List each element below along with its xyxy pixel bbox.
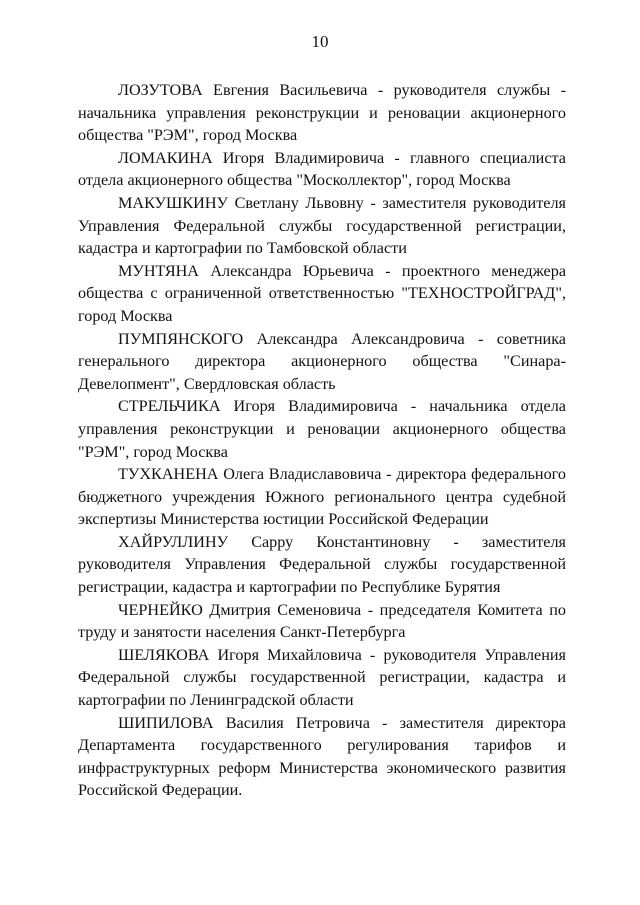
list-item: ШЕЛЯКОВА Игоря Михайловича - руководителя Управления Федеральной службы государственной регистрации, кадастра и картографии по Ленинградской области — [78, 645, 566, 710]
list-item: ЧЕРНЕЙКО Дмитрия Семеновича - председателя Комитета по труду и занятости населения Санкт-Петербурга — [78, 600, 566, 642]
list-item: МУНТЯНА Александра Юрьевича - проектного менеджера общества с ограниченной ответственностью "ТЕХНОСТРОЙГРАД", город Москва — [78, 261, 566, 325]
document-body — [78, 79, 566, 802]
page-number: 10 — [311, 32, 329, 51]
list-item: ПУМПЯНСКОГО Александра Александровича - советника генерального директора акционерного общества "Синара-Девелопмент", Свердловская область — [78, 329, 566, 393]
list-item: МАКУШКИНУ Светлану Львовну - заместителя руководителя Управления Федеральной службы государственной регистрации, кадастра и картографии по Тамбовской области — [78, 193, 566, 258]
list-item: ТУХКАНЕНА Олега Владиславовича - директора федерального бюджетного учреждения Южного регионального центра судебной экспертизы Министерства юстиции Российской Федерации — [78, 465, 566, 529]
list-item: СТРЕЛЬЧИКА Игоря Владимировича - начальника отдела управления реконструкции и реновации акционерного общества "РЭМ", город Москва — [78, 397, 566, 461]
list-item: ЛОМАКИНА Игоря Владимировича - главного специалиста отдела акционерного общества "Москоллектор", город Москва — [78, 148, 566, 190]
list-item: ЛОЗУТОВА Евгения Васильевича - руководителя службы - начальника управления реконструкции и реновации акционерного общества "РЭМ", город Москва — [78, 81, 566, 145]
list-item: ХАЙРУЛЛИНУ Сарру Константиновну - заместителя руководителя Управления Федеральной службы государственной регистрации, кадастра и картографии по Республике Бурятия — [78, 532, 566, 597]
list-item: ШИПИЛОВА Василия Петровича - заместителя директора Департамента государственного регулирования тарифов и инфраструктурных реформ Министерства экономического развития Российской Федерации. — [78, 713, 566, 800]
